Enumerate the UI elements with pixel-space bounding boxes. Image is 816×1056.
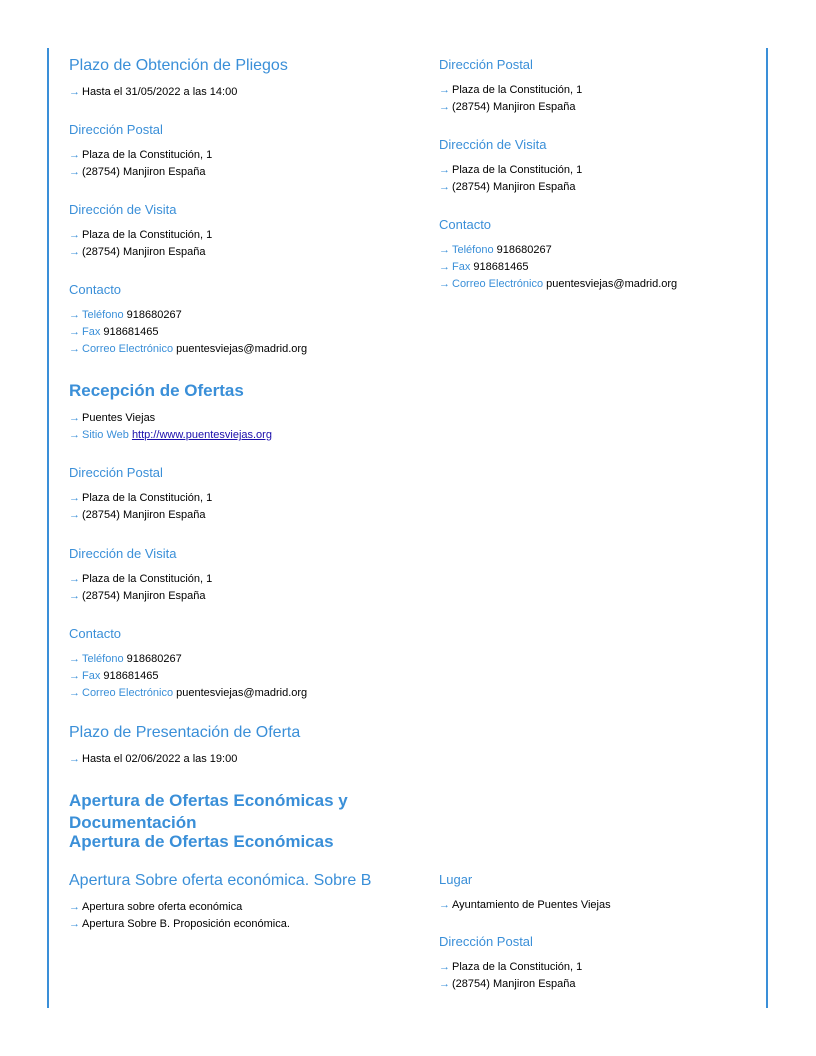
arrow-right-icon: → bbox=[69, 412, 80, 424]
recepcion-direccion-postal-line2: → (28754) Manjiron España bbox=[69, 509, 206, 521]
recepcion-direccion-visita-block bbox=[69, 545, 212, 605]
arrow-right-icon: → bbox=[69, 573, 80, 585]
right-direccion-visita-line2: → (28754) Manjiron España bbox=[439, 181, 576, 193]
arrow-right-icon: → bbox=[69, 246, 80, 258]
lugar-block bbox=[439, 871, 611, 914]
right-direccion-postal-line2: → (28754) Manjiron España bbox=[439, 101, 576, 113]
right-contacto-title: Contacto bbox=[439, 217, 492, 232]
arrow-right-icon: → bbox=[69, 86, 80, 98]
plazo-presentacion-block bbox=[69, 723, 300, 768]
right-border-rule bbox=[766, 48, 768, 1008]
contacto-block bbox=[69, 281, 307, 358]
lugar-direccion-postal-title: Dirección Postal bbox=[439, 934, 533, 949]
arrow-right-icon: → bbox=[439, 244, 450, 256]
lugar-direccion-postal-line2: → (28754) Manjiron España bbox=[439, 978, 576, 990]
arrow-right-icon: → bbox=[69, 753, 80, 765]
right-direccion-postal-line1: → Plaza de la Constitución, 1 bbox=[439, 84, 583, 96]
arrow-right-icon: → bbox=[69, 918, 80, 930]
right-contacto-correo: → Correo Electrónico puentesviejas@madrid.org bbox=[439, 278, 678, 290]
arrow-right-icon: → bbox=[439, 261, 450, 273]
recepcion-web: → Sitio Web http://www.puentesviejas.org bbox=[69, 429, 272, 441]
plazo-presentacion-line: → Hasta el 02/06/2022 a las 19:00 bbox=[69, 753, 238, 765]
right-contacto-block bbox=[439, 216, 677, 293]
plazo-obtencion-block bbox=[69, 56, 288, 101]
arrow-right-icon: → bbox=[69, 901, 80, 913]
lugar-line: → Ayuntamiento de Puentes Viejas bbox=[439, 899, 611, 911]
direccion-visita-block bbox=[69, 201, 212, 261]
arrow-right-icon: → bbox=[439, 978, 450, 990]
apertura-subtitle: Apertura de Ofertas Económicas bbox=[69, 832, 334, 851]
arrow-right-icon: → bbox=[69, 492, 80, 504]
direccion-postal-title: Dirección Postal bbox=[69, 122, 163, 137]
recepcion-direccion-visita-title: Dirección de Visita bbox=[69, 546, 177, 561]
recepcion-direccion-postal-line1: → Plaza de la Constitución, 1 bbox=[69, 492, 213, 504]
arrow-right-icon: → bbox=[439, 164, 450, 176]
direccion-visita-title: Dirección de Visita bbox=[69, 202, 177, 217]
arrow-right-icon: → bbox=[69, 653, 80, 665]
recepcion-contacto-telefono: → Teléfono 918680267 bbox=[69, 653, 182, 665]
arrow-right-icon: → bbox=[439, 961, 450, 973]
arrow-right-icon: → bbox=[439, 278, 450, 290]
right-direccion-postal-title: Dirección Postal bbox=[439, 57, 533, 72]
arrow-right-icon: → bbox=[439, 84, 450, 96]
recepcion-direccion-postal-title: Dirección Postal bbox=[69, 465, 163, 480]
contacto-title: Contacto bbox=[69, 282, 122, 297]
right-direccion-visita-title: Dirección de Visita bbox=[439, 137, 547, 152]
plazo-obtencion-line: → Hasta el 31/05/2022 a las 14:00 bbox=[69, 86, 238, 98]
apertura-title-block bbox=[69, 790, 429, 834]
direccion-postal-line1: → Plaza de la Constitución, 1 bbox=[69, 149, 213, 161]
recepcion-block bbox=[69, 380, 272, 444]
right-direccion-visita-line1: → Plaza de la Constitución, 1 bbox=[439, 164, 583, 176]
contacto-correo: → Correo Electrónico puentesviejas@madrid.org bbox=[69, 343, 308, 355]
direccion-postal-line2: → (28754) Manjiron España bbox=[69, 166, 206, 178]
right-contacto-telefono: → Teléfono 918680267 bbox=[439, 244, 552, 256]
left-border-rule bbox=[47, 48, 49, 1008]
arrow-right-icon: → bbox=[69, 229, 80, 241]
direccion-visita-line1: → Plaza de la Constitución, 1 bbox=[69, 229, 213, 241]
contacto-telefono: → Teléfono 918680267 bbox=[69, 309, 182, 321]
right-direccion-visita-block bbox=[439, 136, 582, 196]
recepcion-direccion-postal-block bbox=[69, 464, 212, 524]
arrow-right-icon: → bbox=[69, 149, 80, 161]
direccion-postal-block bbox=[69, 121, 212, 181]
direccion-visita-line2: → (28754) Manjiron España bbox=[69, 246, 206, 258]
arrow-right-icon: → bbox=[69, 326, 80, 338]
contacto-fax: → Fax 918681465 bbox=[69, 326, 159, 338]
arrow-right-icon: → bbox=[69, 429, 80, 441]
right-direccion-postal-block bbox=[439, 56, 582, 116]
arrow-right-icon: → bbox=[439, 899, 450, 911]
recepcion-contacto-fax: → Fax 918681465 bbox=[69, 670, 159, 682]
apertura-sobre-block bbox=[69, 871, 371, 933]
plazo-presentacion-title: Plazo de Presentación de Oferta bbox=[69, 724, 301, 741]
arrow-right-icon: → bbox=[69, 343, 80, 355]
arrow-right-icon: → bbox=[69, 670, 80, 682]
arrow-right-icon: → bbox=[439, 101, 450, 113]
arrow-right-icon: → bbox=[69, 590, 80, 602]
website-link[interactable]: http://www.puentesviejas.org bbox=[131, 429, 272, 441]
apertura-title: Apertura de Ofertas Económicas y Documentación bbox=[69, 791, 348, 832]
recepcion-contacto-block bbox=[69, 625, 307, 702]
apertura-subtitle-block bbox=[69, 831, 334, 853]
arrow-right-icon: → bbox=[69, 166, 80, 178]
lugar-title: Lugar bbox=[439, 872, 473, 887]
recepcion-contacto-correo: → Correo Electrónico puentesviejas@madrid.org bbox=[69, 687, 308, 699]
arrow-right-icon: → bbox=[69, 687, 80, 699]
recepcion-direccion-visita-line1: → Plaza de la Constitución, 1 bbox=[69, 573, 213, 585]
right-contacto-fax: → Fax 918681465 bbox=[439, 261, 529, 273]
recepcion-name: → Puentes Viejas bbox=[69, 412, 156, 424]
lugar-direccion-postal-line1: → Plaza de la Constitución, 1 bbox=[439, 961, 583, 973]
arrow-right-icon: → bbox=[439, 181, 450, 193]
plazo-obtencion-title: Plazo de Obtención de Pliegos bbox=[69, 57, 288, 74]
apertura-sobre-line2: → Apertura Sobre B. Proposición económica. bbox=[69, 918, 290, 930]
arrow-right-icon: → bbox=[69, 309, 80, 321]
recepcion-title: Recepción de Ofertas bbox=[69, 381, 244, 400]
apertura-sobre-title: Apertura Sobre oferta económica. Sobre B bbox=[69, 872, 372, 889]
recepcion-direccion-visita-line2: → (28754) Manjiron España bbox=[69, 590, 206, 602]
arrow-right-icon: → bbox=[69, 509, 80, 521]
recepcion-contacto-title: Contacto bbox=[69, 626, 122, 641]
apertura-sobre-line1: → Apertura sobre oferta económica bbox=[69, 901, 243, 913]
lugar-direccion-postal-block bbox=[439, 933, 582, 993]
